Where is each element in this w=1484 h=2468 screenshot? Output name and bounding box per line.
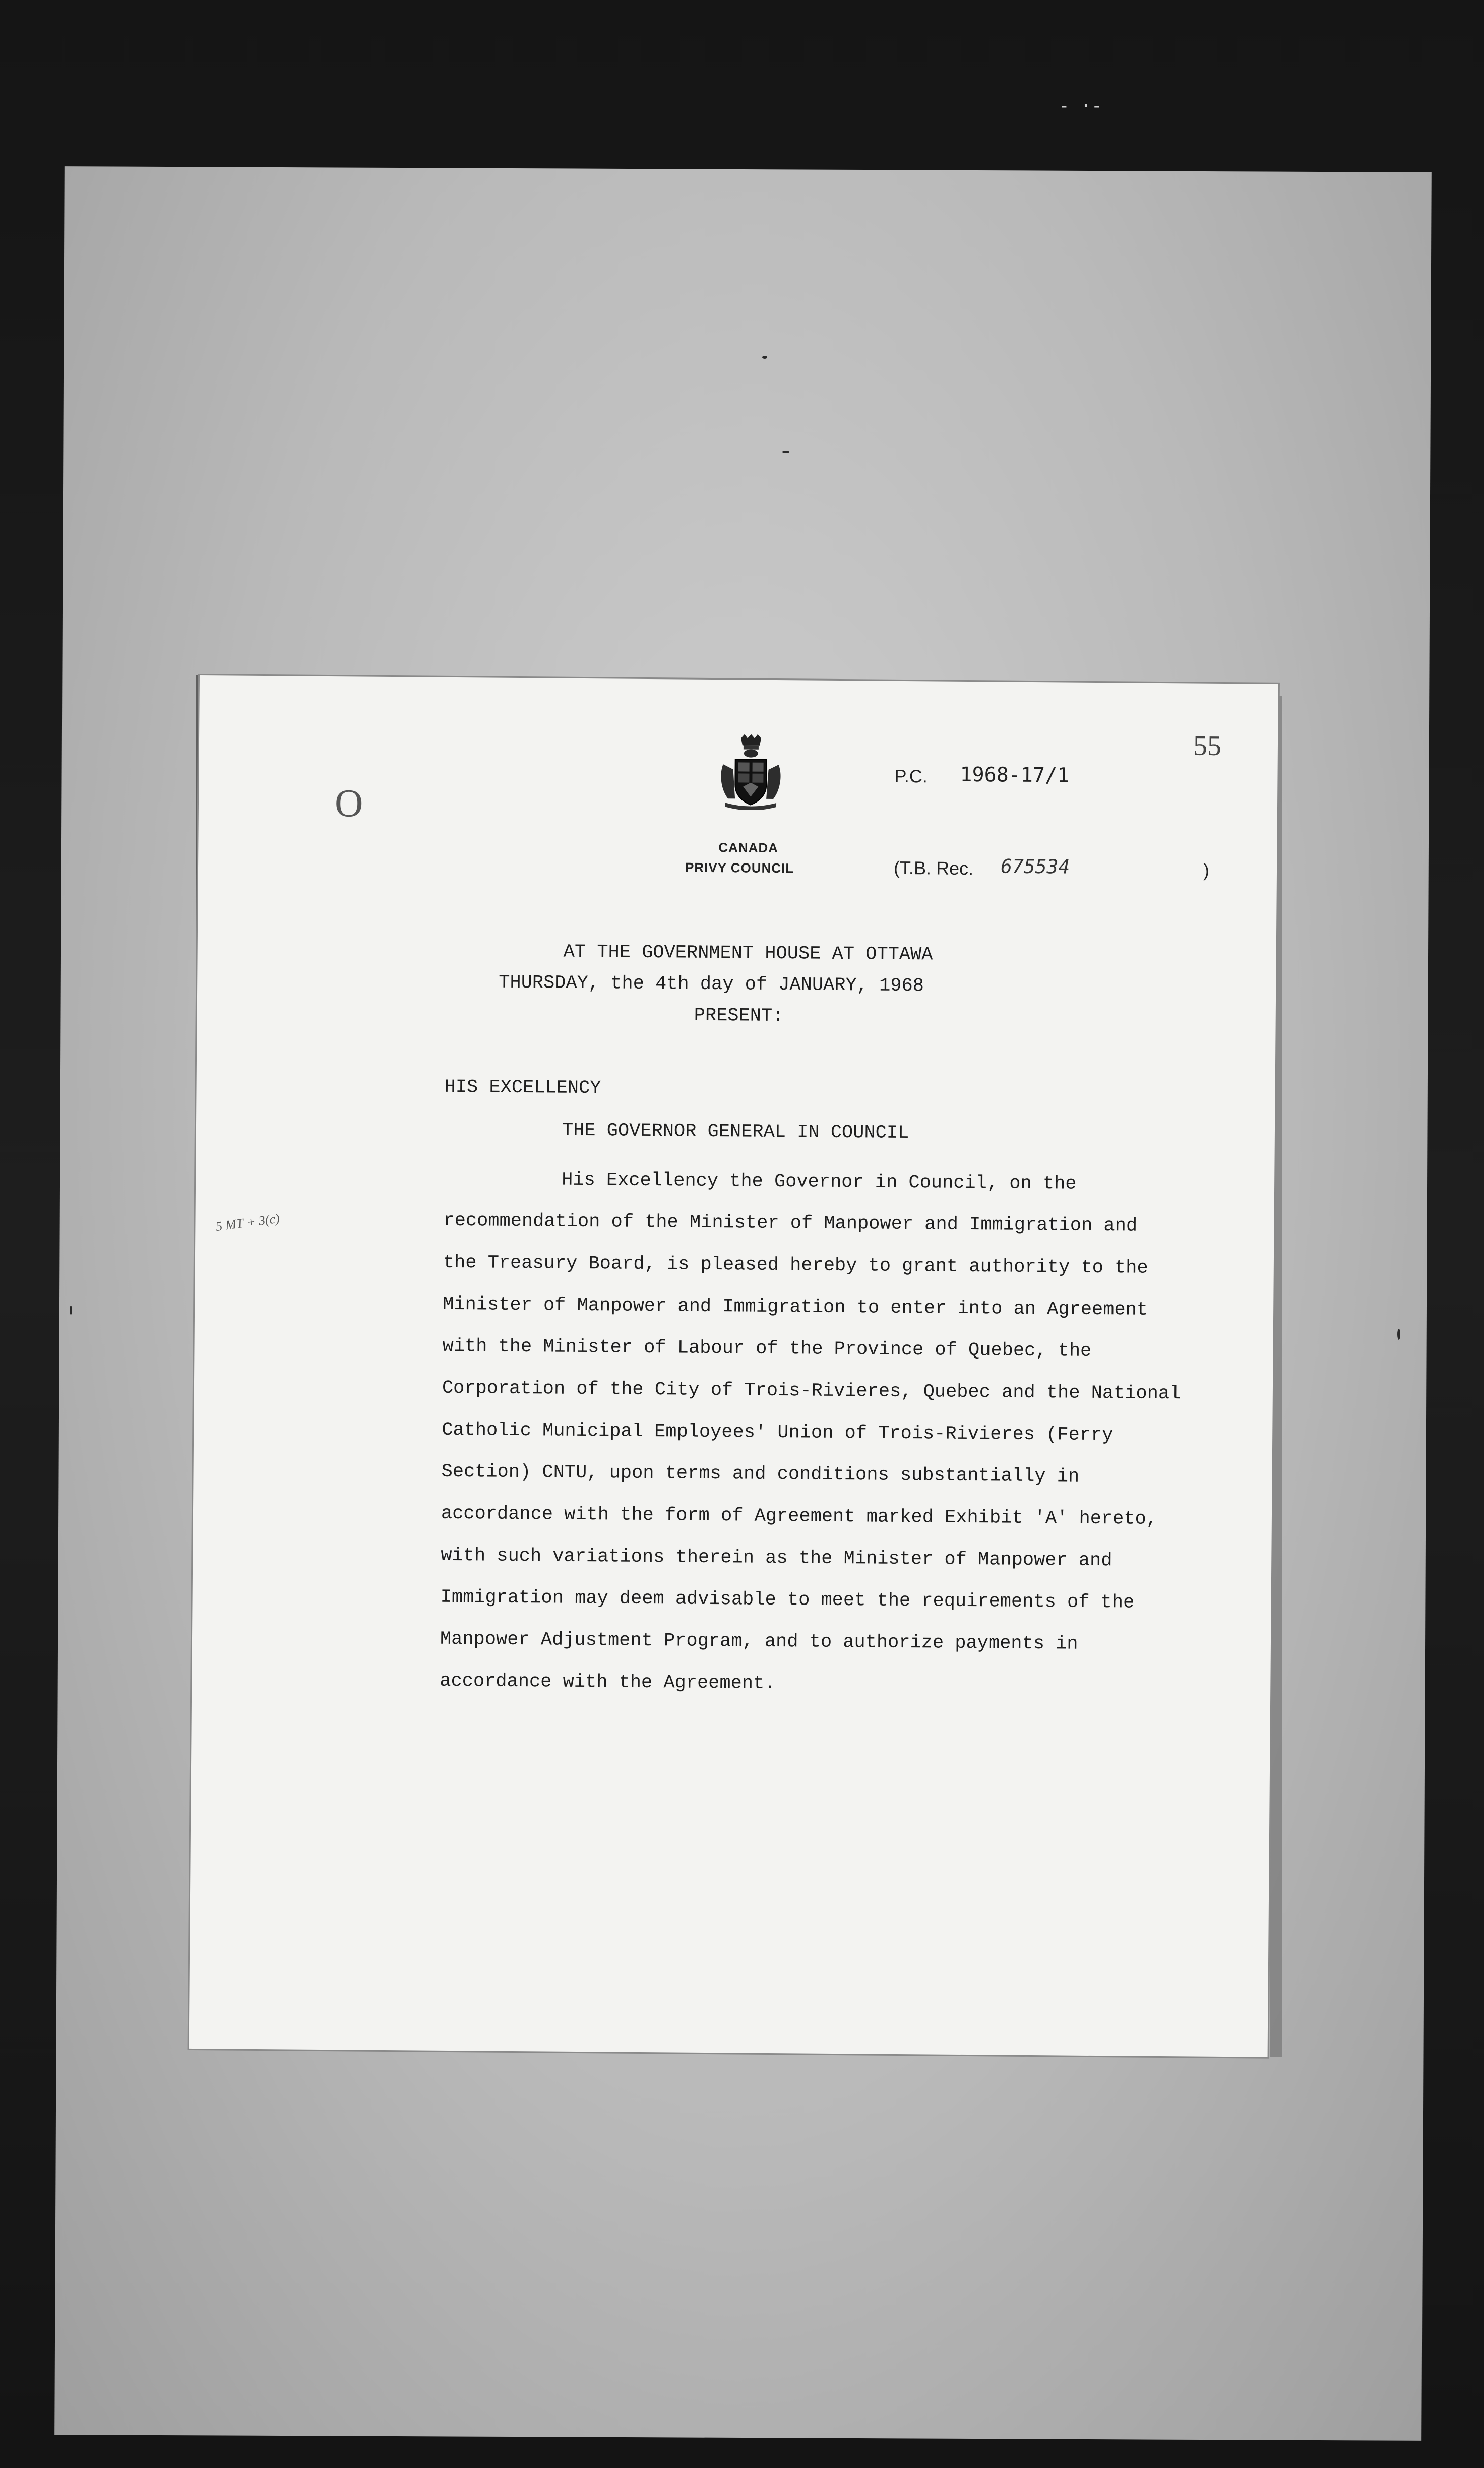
crest-privy-council-label: PRIVY COUNCIL (685, 859, 794, 876)
body-line: with such variations therein as the Minister of Manpower and (441, 1545, 1112, 1572)
body-line: Immigration may deem advisable to meet the requirements of the (440, 1586, 1135, 1614)
heading-date: THURSDAY, the 4th day of JANUARY, 1968 (499, 972, 924, 997)
film-speck (70, 1306, 72, 1315)
heading-present: PRESENT: (694, 1005, 784, 1027)
body-line: recommendation of the Minister of Manpower and Immigration and (443, 1210, 1138, 1237)
tb-rec-close-paren: ) (1203, 859, 1210, 881)
his-excellency-heading: HIS EXCELLENCY (444, 1076, 601, 1099)
tb-rec-label: (T.B. Rec. (893, 857, 974, 879)
body-line: Section) CNTU, upon terms and conditions substantially in (441, 1461, 1080, 1488)
body-line: Minister of Manpower and Immigration to enter into an Agreement (443, 1293, 1148, 1321)
order-body-paragraph (440, 1158, 1181, 1708)
body-line: the Treasury Board, is pleased hereby to grant authority to the (443, 1252, 1148, 1279)
margin-mark: O (334, 781, 363, 825)
body-line: accordance with the Agreement. (440, 1670, 776, 1695)
body-line: with the Minister of Labour of the Province of Quebec, the (442, 1335, 1092, 1362)
pc-number: 1968-17/1 (960, 763, 1070, 787)
body-line: accordance with the form of Agreement marked Exhibit 'A' hereto, (441, 1503, 1158, 1530)
body-line: Corporation of the City of Trois-Rivieres, Quebec and the National (442, 1377, 1181, 1405)
body-line: Manpower Adjustment Program, and to authorize payments in (440, 1628, 1078, 1655)
film-speck (782, 451, 789, 453)
handwritten-margin-note: 5 MT + 3(c) (215, 1211, 281, 1235)
pc-label: P.C. (894, 765, 928, 787)
tb-rec-number: 675534 (1000, 855, 1070, 878)
film-speck (762, 356, 767, 359)
governor-general-heading: THE GOVERNOR GENERAL IN COUNCIL (562, 1120, 909, 1144)
document-page (189, 675, 1278, 2057)
heading-location: AT THE GOVERNMENT HOUSE AT OTTAWA (563, 941, 933, 966)
body-line: His Excellency the Governor in Council, on the (561, 1169, 1077, 1195)
body-line: Catholic Municipal Employees' Union of Trois-Rivieres (Ferry (442, 1419, 1114, 1446)
canada-coat-of-arms-icon (718, 734, 784, 810)
film-edge-marks: - ·- (1059, 96, 1102, 116)
film-speck (1397, 1329, 1400, 1340)
page-number-stamp: 55 (1193, 730, 1222, 762)
crest-canada-label: CANADA (718, 840, 779, 856)
